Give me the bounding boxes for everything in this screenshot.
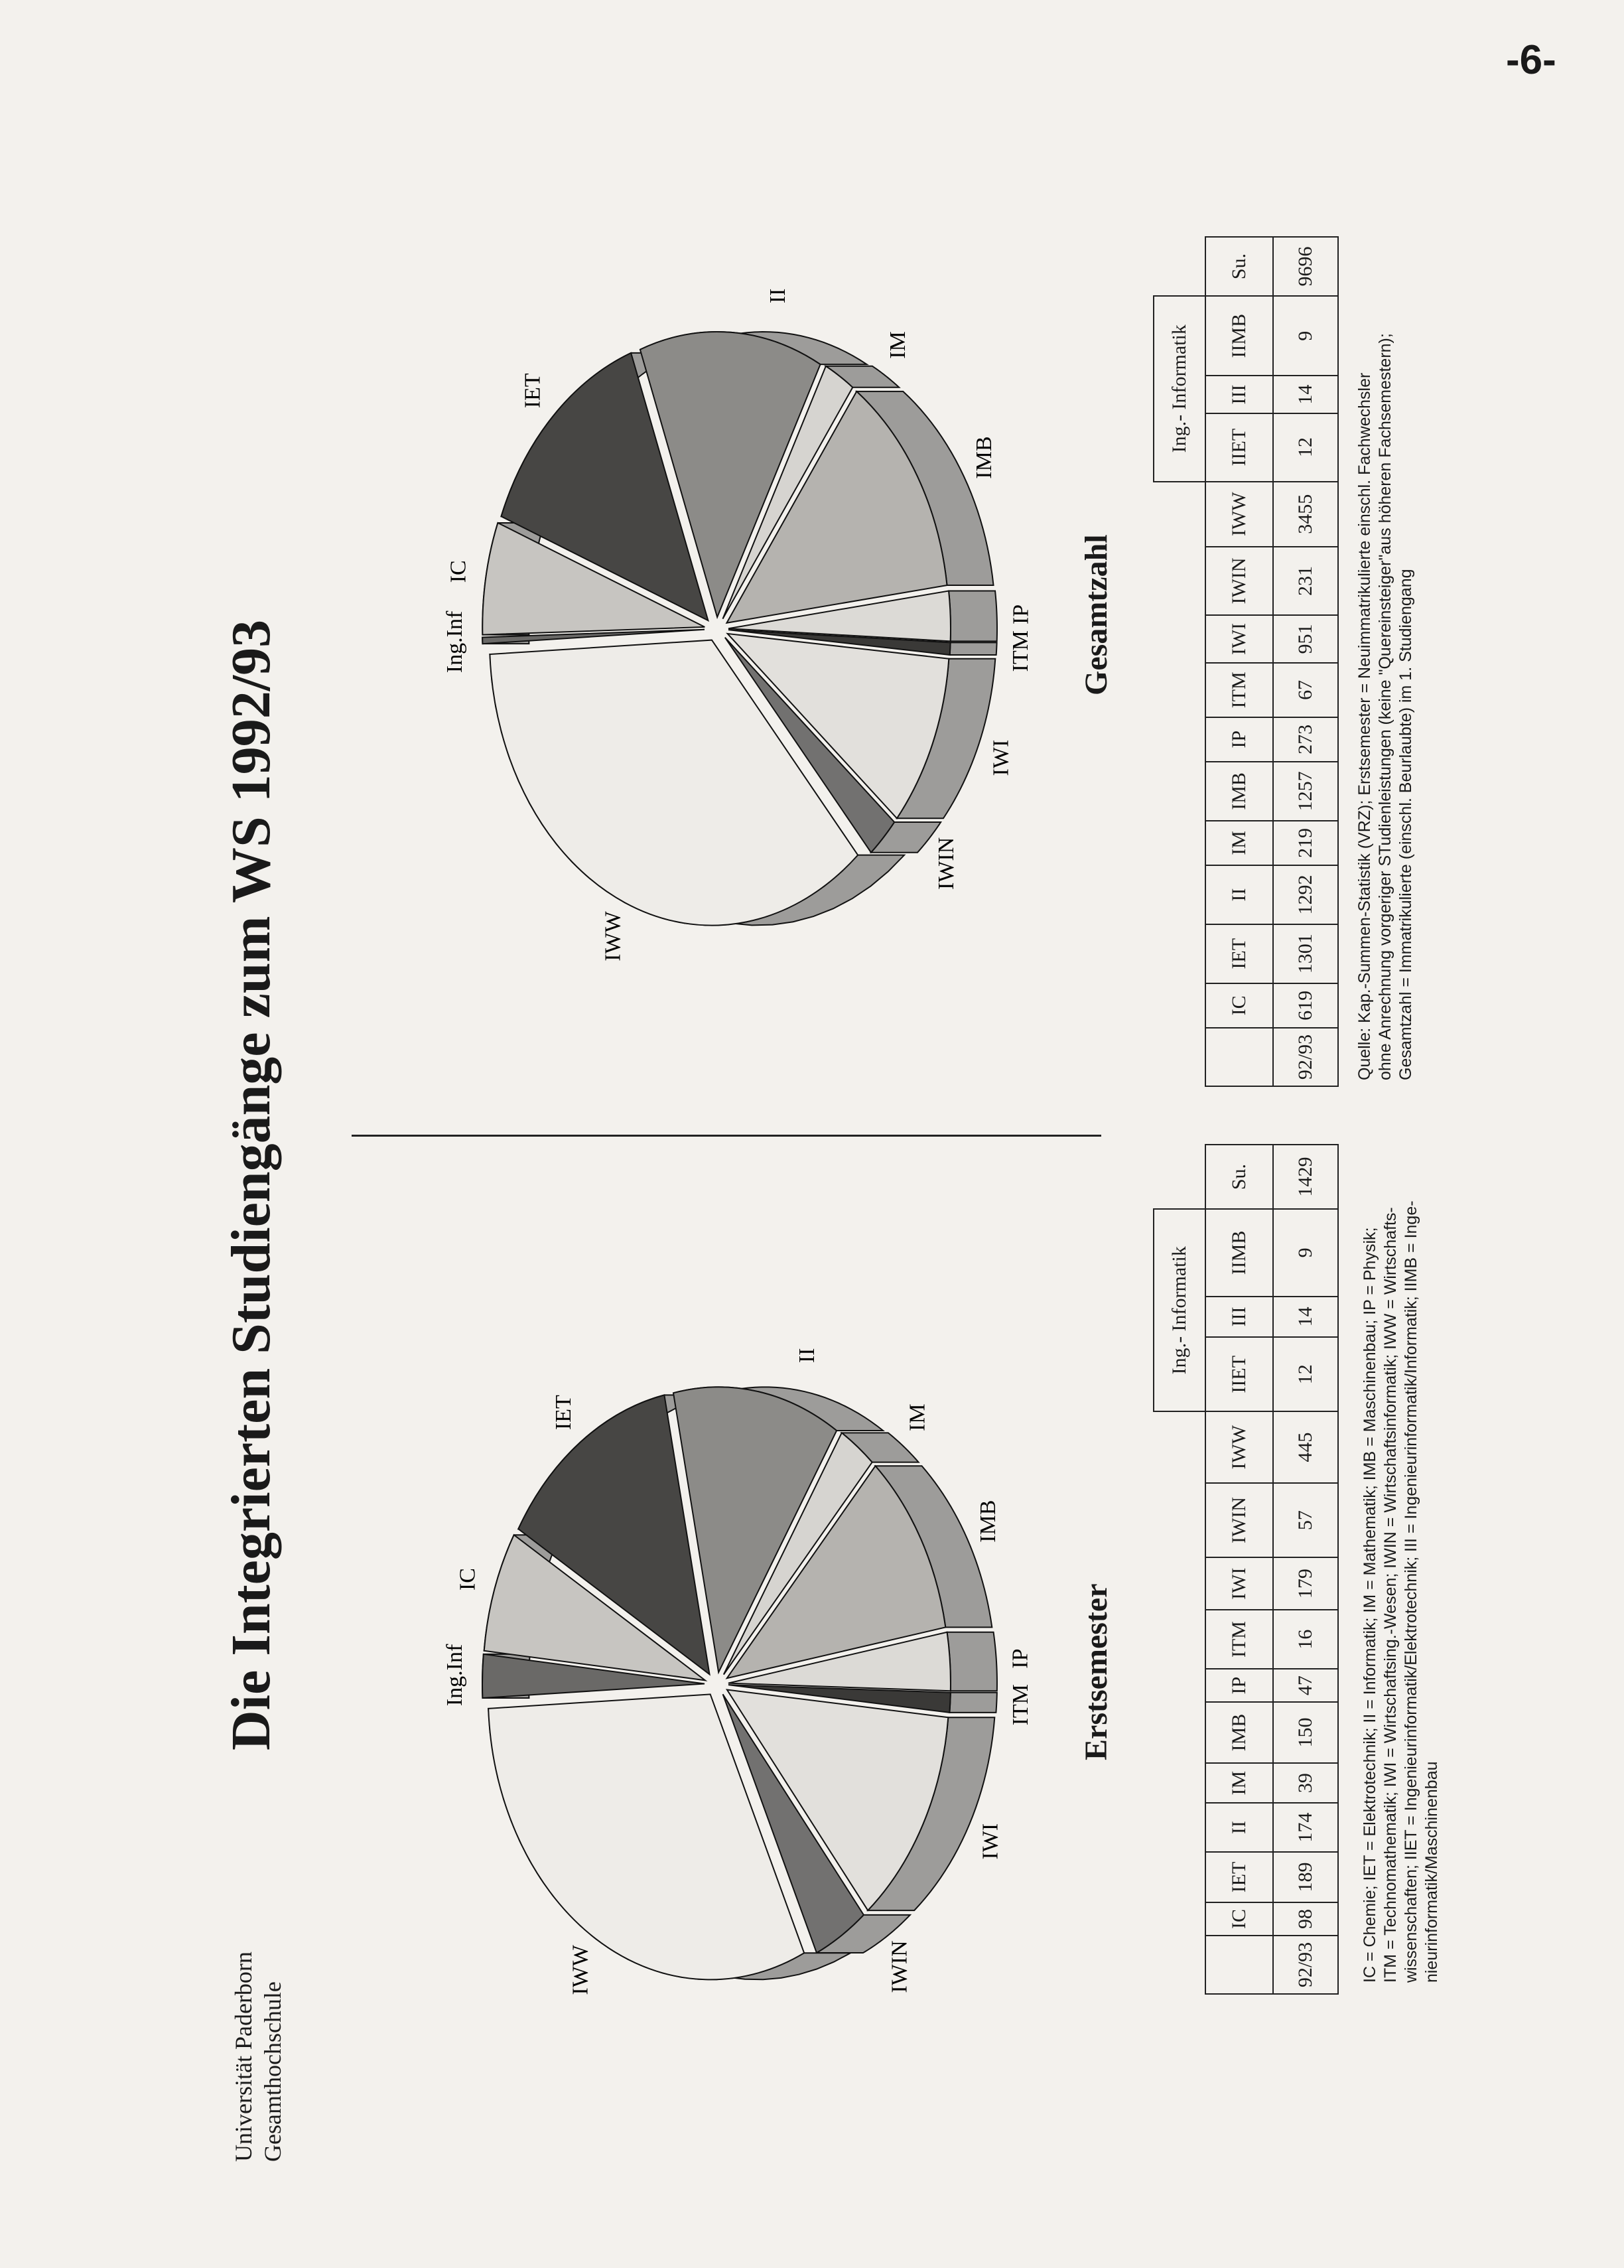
table-cell: 179 <box>1273 1557 1338 1610</box>
slice-label: IC <box>455 1568 480 1591</box>
page-number: -6- <box>1506 37 1556 83</box>
slice-label: IP <box>1008 1648 1033 1669</box>
table-cell: 445 <box>1273 1411 1338 1482</box>
slice-label: IC <box>446 560 471 583</box>
pie-slice-side <box>950 642 997 655</box>
table-row <box>1273 237 1338 1086</box>
column-header: IIMB <box>1205 296 1273 376</box>
table-cell: 219 <box>1273 821 1338 865</box>
slice-label: Ing.Inf <box>442 610 468 673</box>
table-cell: 39 <box>1273 1763 1338 1803</box>
slice-label: ITM <box>1008 1684 1033 1726</box>
column-header: IM <box>1205 821 1273 865</box>
table-cell: 67 <box>1273 663 1338 717</box>
column-header: IC <box>1205 983 1273 1028</box>
table-cell: 150 <box>1273 1702 1338 1763</box>
column-header: IM <box>1205 1763 1273 1803</box>
table-cell: 12 <box>1273 1337 1338 1411</box>
slice-label: IWW <box>600 911 626 961</box>
page-title: Die Integrierten Studiengänge zum WS 1992/93 <box>220 619 282 1750</box>
source-line: Quelle: Kap.-Summen-Statistik (VRZ); Erstsemester = Neuimmatrikulierte einschl. Fachwechsler <box>1355 372 1374 1080</box>
table-cell: 57 <box>1273 1483 1338 1558</box>
column-header: IWI <box>1205 615 1273 663</box>
chart-title-erstsemester: Erstsemester <box>1079 1583 1114 1760</box>
column-header: II <box>1205 1803 1273 1852</box>
column-header: Su. <box>1205 1145 1273 1209</box>
row-label: 92/93 <box>1273 1028 1338 1086</box>
table-cell: 9 <box>1273 1209 1338 1297</box>
table-cell: 1429 <box>1273 1145 1338 1209</box>
row-label: 92/93 <box>1273 1936 1338 1994</box>
slice-label: IM <box>885 331 910 359</box>
table-cell: 12 <box>1273 413 1338 482</box>
university-name: Universität Paderborn <box>230 1951 257 2162</box>
column-header: IWIN <box>1205 547 1273 615</box>
column-header: IMB <box>1205 1702 1273 1763</box>
column-header: IP <box>1205 717 1273 762</box>
table-header-row <box>1205 237 1273 1086</box>
table-cell: 14 <box>1273 376 1338 413</box>
pie-slice-side <box>949 591 997 642</box>
slice-label: II <box>765 288 790 304</box>
table-cell: 9 <box>1273 296 1338 376</box>
column-header: IWW <box>1205 482 1273 547</box>
pie-chart-gesamtzahl <box>345 85 1095 1140</box>
column-header: ITM <box>1205 1610 1273 1669</box>
table-cell: 1257 <box>1273 762 1338 821</box>
pie-slice-side <box>947 1632 997 1691</box>
table-cell: 47 <box>1273 1669 1338 1702</box>
column-header: IC <box>1205 1902 1273 1936</box>
table-cell: 14 <box>1273 1297 1338 1337</box>
slice-label: IM <box>905 1403 930 1431</box>
table-group-row <box>1154 237 1205 1086</box>
column-header: IWW <box>1205 1411 1273 1482</box>
university-block <box>229 1951 287 2162</box>
slice-label: IWI <box>988 739 1014 776</box>
abbrev-line: wissenschaften; IIET = Ingenieurinformatik/Elektrotechnik; III = Ingenieurinformatik/Informatik; IIMB = Inge- <box>1402 1200 1420 1983</box>
institution-type: Gesamthochschule <box>259 1981 286 2162</box>
slice-label: IWW <box>568 1945 593 1995</box>
table-cell: 98 <box>1273 1902 1338 1936</box>
slice-label: IWI <box>978 1823 1003 1860</box>
table-cell: 951 <box>1273 615 1338 663</box>
column-header: IMB <box>1205 762 1273 821</box>
slice-label: IMB <box>975 1500 1000 1543</box>
column-header: IET <box>1205 924 1273 983</box>
table-cell: 16 <box>1273 1610 1338 1669</box>
table-cell: 3455 <box>1273 482 1338 547</box>
column-header: II <box>1205 865 1273 924</box>
abbrev-line: nieurinformatik/Maschinenbau <box>1422 1761 1441 1983</box>
abbrev-line: ITM = Technomathematik; IWI = Wirtschaftsing.-Wesen; IWIN = Wirtschaftsinformatik; IWW = Wirtschafts- <box>1381 1207 1400 1983</box>
slice-label: IET <box>520 373 545 409</box>
table-cell: 273 <box>1273 717 1338 762</box>
column-header: IWI <box>1205 1557 1273 1610</box>
slice-label: IWIN <box>933 837 959 890</box>
column-header: IIET <box>1205 413 1273 482</box>
table-cell: 1301 <box>1273 924 1338 983</box>
table-cell: 619 <box>1273 983 1338 1028</box>
column-header: Su. <box>1205 237 1273 296</box>
abbrev-line: IC = Chemie; IET = Elektrotechnik; II = Informatik; IM = Mathematik; IMB = Maschinenbau; IP = Physik; <box>1361 1227 1379 1983</box>
source-line: ohne Anrechnung vorgeriger STudienleistungen (keine "Quereinsteiger"aus höheren Fachsemestern); <box>1376 333 1394 1080</box>
table-cell: 189 <box>1273 1852 1338 1902</box>
slice-label: IET <box>551 1395 576 1431</box>
pie-chart-erstsemester <box>345 1140 1095 2195</box>
pie-slice-side <box>949 1693 996 1713</box>
table-group-row <box>1154 1145 1205 1994</box>
slice-label: II <box>795 1348 820 1364</box>
group-header-ing-informatik: Ing.- Informatik <box>1154 296 1205 482</box>
table-header-row <box>1205 1145 1273 1994</box>
slice-label: IWIN <box>887 1940 912 1993</box>
column-header: IET <box>1205 1852 1273 1902</box>
column-header: III <box>1205 1297 1273 1337</box>
data-table-erstsemester <box>1153 1144 1339 1995</box>
data-table-gesamtzahl <box>1153 236 1339 1087</box>
table-cell: 174 <box>1273 1803 1338 1852</box>
slice-label: ITM <box>1008 630 1033 672</box>
column-header: IP <box>1205 1669 1273 1702</box>
column-header: IWIN <box>1205 1483 1273 1558</box>
slice-label: IP <box>1008 604 1034 625</box>
column-header: IIET <box>1205 1337 1273 1411</box>
source-line: Gesamtzahl = Immatrikulierte (einschl. Beurlaubte) im 1. Studiengang <box>1396 569 1415 1080</box>
table-cell: 9696 <box>1273 237 1338 296</box>
slice-label: Ing.Inf <box>442 1644 467 1707</box>
column-header: IIMB <box>1205 1209 1273 1297</box>
column-header: ITM <box>1205 663 1273 717</box>
source-note <box>1355 218 1416 1080</box>
table-row <box>1273 1145 1338 1994</box>
chart-title-gesamtzahl: Gesamtzahl <box>1079 534 1114 695</box>
group-header-ing-informatik: Ing.- Informatik <box>1154 1209 1205 1411</box>
table-cell: 1292 <box>1273 865 1338 924</box>
abbreviations-note <box>1360 1160 1442 1983</box>
table-cell: 231 <box>1273 547 1338 615</box>
slice-label: IMB <box>972 436 997 479</box>
column-header: III <box>1205 376 1273 413</box>
